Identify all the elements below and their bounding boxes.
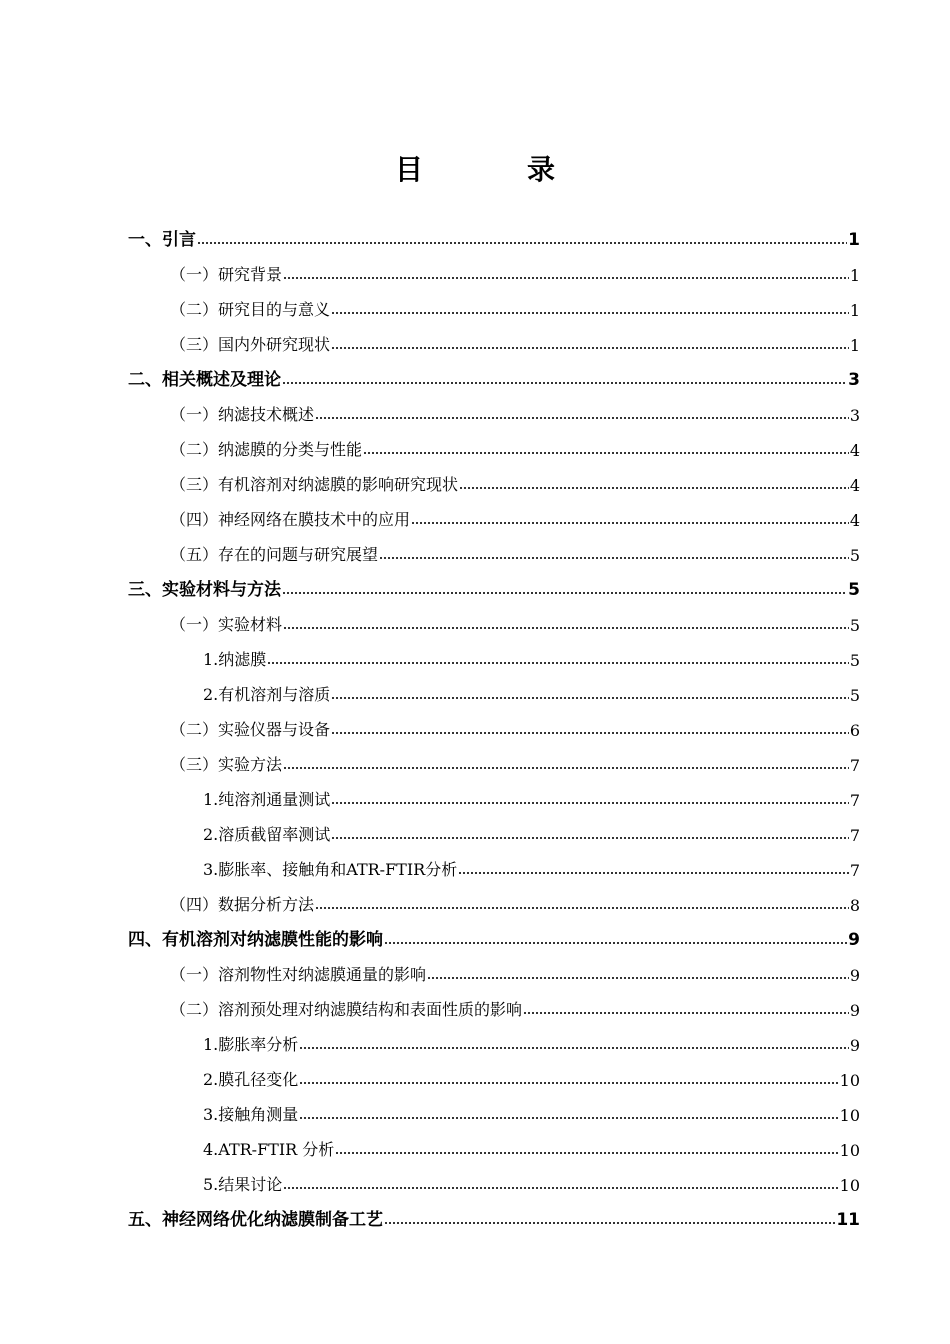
toc-entry[interactable] — [0, 535, 950, 565]
toc-dot-leader — [384, 941, 847, 945]
toc-entry-label: （一）实验材料 — [170, 615, 283, 634]
toc-dot-leader — [459, 486, 849, 490]
toc-entry[interactable] — [0, 1025, 950, 1055]
toc-entry-page-number: 4 — [849, 441, 860, 460]
toc-entry[interactable] — [0, 955, 950, 985]
toc-entry-label: （二）研究目的与意义 — [170, 300, 331, 319]
toc-entry[interactable] — [0, 1095, 950, 1125]
toc-dot-leader — [299, 1116, 838, 1120]
toc-entry-label: （一）研究背景 — [170, 265, 283, 284]
toc-entry-label: 3.接触角测量 — [203, 1105, 299, 1124]
toc-entry[interactable] — [0, 1130, 950, 1160]
toc-entry-page-number: 10 — [839, 1141, 860, 1160]
toc-entry-page-number: 3 — [849, 406, 860, 425]
toc-dot-leader — [331, 346, 849, 350]
toc-dot-leader — [331, 311, 849, 315]
toc-entry[interactable] — [0, 920, 950, 950]
toc-entry-page-number: 4 — [849, 476, 860, 495]
toc-entry-page-number: 10 — [839, 1071, 860, 1090]
toc-entry-label: （三）有机溶剂对纳滤膜的影响研究现状 — [170, 475, 459, 494]
toc-entry-label: 四、有机溶剂对纳滤膜性能的影响 — [128, 930, 383, 950]
toc-entry-page-number: 1 — [849, 266, 860, 285]
toc-entry[interactable] — [0, 290, 950, 320]
toc-entry-label: 1.纳滤膜 — [203, 650, 267, 669]
toc-entry[interactable] — [0, 465, 950, 495]
toc-entry[interactable] — [0, 850, 950, 880]
toc-title: 目 录 — [394, 153, 593, 186]
toc-entry-page-number: 5 — [849, 546, 860, 565]
toc-entry-page-number: 3 — [848, 370, 860, 390]
toc-entry[interactable] — [0, 675, 950, 705]
toc-entry[interactable] — [0, 1060, 950, 1090]
toc-entry[interactable] — [0, 710, 950, 740]
toc-entry-label: 1.膨胀率分析 — [203, 1035, 299, 1054]
toc-entry[interactable] — [0, 990, 950, 1020]
toc-entry-page-number: 1 — [849, 301, 860, 320]
toc-entry-page-number: 4 — [849, 511, 860, 530]
toc-entry[interactable] — [0, 815, 950, 845]
toc-entry-label: （四）神经网络在膜技术中的应用 — [170, 510, 411, 529]
toc-entry-label: （三）实验方法 — [170, 755, 283, 774]
toc-dot-leader — [283, 626, 849, 630]
toc-dot-leader — [335, 1151, 838, 1155]
toc-entry[interactable] — [0, 395, 950, 425]
toc-entry[interactable] — [0, 640, 950, 670]
toc-entry-page-number: 1 — [848, 230, 860, 250]
toc-dot-leader — [411, 521, 849, 525]
toc-dot-leader — [331, 836, 849, 840]
toc-entry[interactable] — [0, 360, 950, 390]
toc-entry-page-number: 7 — [849, 791, 860, 810]
toc-entry-label: （五）存在的问题与研究展望 — [170, 545, 379, 564]
toc-entry-page-number: 9 — [848, 930, 860, 950]
toc-entry[interactable] — [0, 220, 950, 250]
toc-dot-leader — [299, 1081, 838, 1085]
toc-dot-leader — [283, 276, 849, 280]
toc-entry-label: （一）溶剂物性对纳滤膜通量的影响 — [170, 965, 427, 984]
toc-entry-label: 三、实验材料与方法 — [128, 580, 281, 600]
toc-dot-leader — [267, 661, 849, 665]
toc-entry[interactable] — [0, 780, 950, 810]
toc-entry-page-number: 1 — [849, 336, 860, 355]
toc-dot-leader — [523, 1011, 849, 1015]
toc-entry-label: （二）实验仪器与设备 — [170, 720, 331, 739]
toc-entry-label: （一）纳滤技术概述 — [170, 405, 315, 424]
toc-entry-page-number: 11 — [836, 1210, 860, 1230]
toc-entry-label: 2.有机溶剂与溶质 — [203, 685, 331, 704]
toc-entry[interactable] — [0, 570, 950, 600]
toc-dot-leader — [331, 731, 849, 735]
toc-dot-leader — [197, 241, 847, 245]
toc-entry-label: 二、相关概述及理论 — [128, 370, 281, 390]
toc-dot-leader — [282, 381, 847, 385]
toc-dot-leader — [331, 801, 849, 805]
toc-dot-leader — [427, 976, 849, 980]
toc-entry-page-number: 10 — [839, 1106, 860, 1125]
toc-entry-label: （四）数据分析方法 — [170, 895, 315, 914]
toc-dot-leader — [379, 556, 849, 560]
toc-entry-page-number: 5 — [848, 580, 860, 600]
toc-entry-page-number: 10 — [839, 1176, 860, 1195]
toc-entry-page-number: 7 — [849, 756, 860, 775]
toc-entry-page-number: 7 — [849, 826, 860, 845]
toc-entry-page-number: 9 — [849, 1001, 860, 1020]
toc-entry-page-number: 9 — [849, 1036, 860, 1055]
toc-entry-label: 3.膨胀率、接触角和ATR-FTIR分析 — [203, 860, 458, 879]
toc-entry[interactable] — [0, 885, 950, 915]
toc-entry-label: 1.纯溶剂通量测试 — [203, 790, 331, 809]
toc-entry[interactable] — [0, 745, 950, 775]
toc-entry[interactable] — [0, 605, 950, 635]
toc-dot-leader — [283, 1186, 838, 1190]
toc-entry-page-number: 7 — [849, 861, 860, 880]
toc-entry[interactable] — [0, 255, 950, 285]
toc-entry-label: 五、神经网络优化纳滤膜制备工艺 — [128, 1210, 383, 1230]
toc-entry[interactable] — [0, 1165, 950, 1195]
toc-dot-leader — [458, 871, 849, 875]
toc-dot-leader — [315, 906, 849, 910]
toc-dot-leader — [384, 1221, 835, 1225]
toc-entry-page-number: 6 — [849, 721, 860, 740]
toc-entry-page-number: 5 — [849, 686, 860, 705]
toc-entry-page-number: 5 — [849, 616, 860, 635]
toc-entry-label: （二）溶剂预处理对纳滤膜结构和表面性质的影响 — [170, 1000, 523, 1019]
toc-entry-label: （二）纳滤膜的分类与性能 — [170, 440, 363, 459]
toc-entry[interactable] — [0, 325, 950, 355]
toc-entry[interactable] — [0, 500, 950, 530]
toc-dot-leader — [363, 451, 849, 455]
toc-entry-label: 4.ATR-FTIR 分析 — [203, 1140, 335, 1159]
toc-dot-leader — [282, 591, 847, 595]
toc-dot-leader — [283, 766, 849, 770]
toc-entry-page-number: 5 — [849, 651, 860, 670]
toc-entry[interactable] — [0, 430, 950, 460]
toc-entry-label: （三）国内外研究现状 — [170, 335, 331, 354]
toc-entry-page-number: 9 — [849, 966, 860, 985]
toc-entry[interactable] — [0, 1200, 950, 1230]
toc-entry-label: 一、引言 — [128, 230, 196, 250]
toc-entry-page-number: 8 — [849, 896, 860, 915]
toc-dot-leader — [331, 696, 849, 700]
toc-dot-leader — [315, 416, 849, 420]
toc-dot-leader — [299, 1046, 849, 1050]
toc-entry-label: 2.膜孔径变化 — [203, 1070, 299, 1089]
toc-entry-label: 5.结果讨论 — [203, 1175, 283, 1194]
toc-entry-label: 2.溶质截留率测试 — [203, 825, 331, 844]
